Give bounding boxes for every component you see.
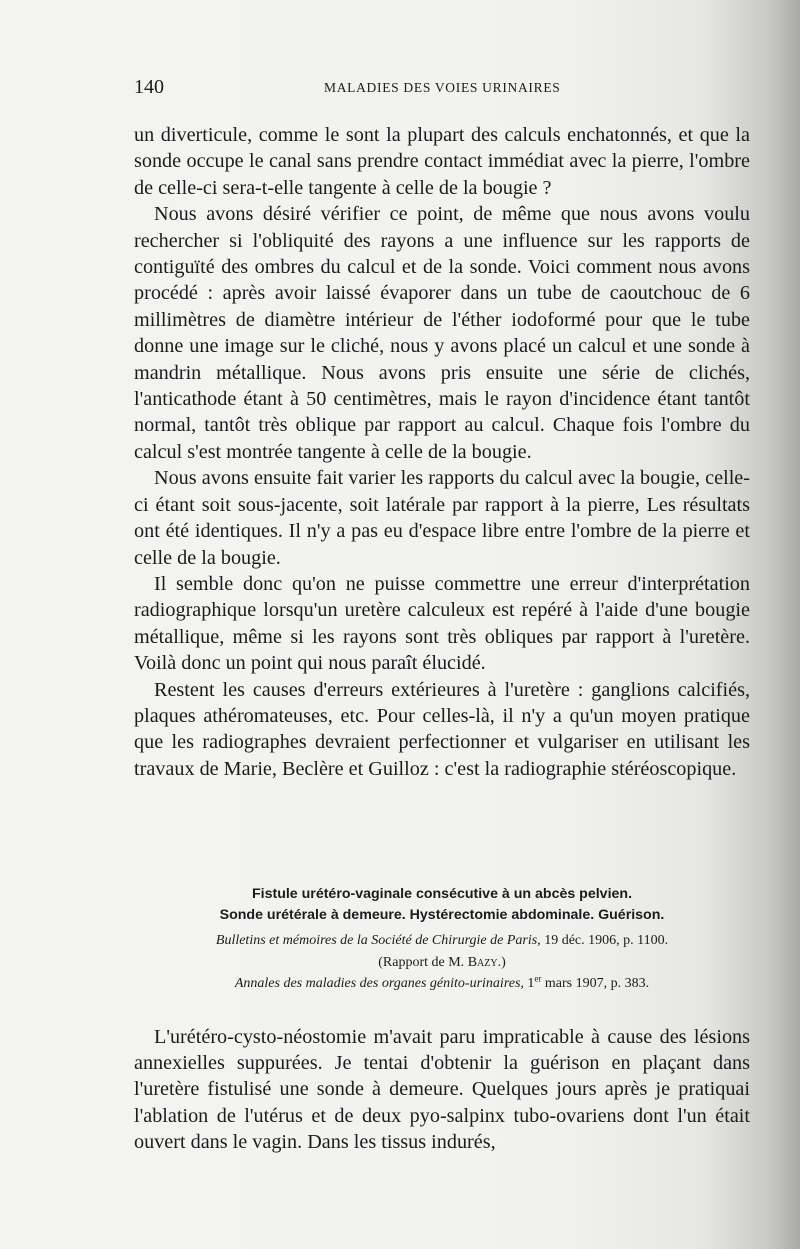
page-number: 140 [134,76,164,98]
paragraph-results: Nous avons ensuite fait varier les rapports du calcul avec la bougie, celle-ci étant soit sous-jacente, soit latérale par rapport à la pierre, Les résultats ont été identiques. Il n'y a pas eu d'espace libre entre l'ombre de la pierre et celle de la bougie. [134,467,750,569]
paragraph-conclusion: Il semble donc qu'on ne puisse commettre une erreur d'interprétation radiographique lorsqu'un uretère calculeux est repéré à l'aide d'une bougie métallique, même si les rayons sont très obliques par rapport à l'uretère. Voilà donc un point qui nous paraît élucidé. [134,572,750,675]
reference-bulletins [134,930,750,952]
paragraph-experiment: Nous avons désiré vérifier ce point, de même que nous avons voulu rechercher si l'obliquité des rayons a une influence sur les rapports de contiguïté des ombres du calcul et de la sonde. Voici comment nous avons procédé : après avoir laissé évaporer dans un tube de caoutchouc de 6 millimètres de diamètre intérieur de l'éther iodoformé pour que le tube donne une image sur le cliché, nous y avons placé un calcul et une sonde à mandrin métallique. Nous avons pris ensuite une série de clichés, l'anticathode étant à 50 centimètres, mais le rayon d'incidence étant tantôt normal, tantôt très oblique par rapport au calcul. Chaque fois l'ombre du calcul s'est montrée tangente à celle de la bougie. [134,203,750,463]
body-text-top [134,122,750,782]
body-text-bottom [134,1024,750,1155]
reference-bulletins-title: Bulletins et mémoires de la Société de Chirurgie de Paris, [215,933,541,948]
reference-annales: Annales des maladies des organes génito-urinaires, 1er mars 1907, p. 383. [234,973,650,991]
paragraph-continued: un diverticule, comme le sont la plupart des calculs enchatonnés, et que la sonde occupe le canal sans prendre contact immédiat avec la pierre, l'ombre de celle-ci sera-t-elle tangente à celle de la bougie ? [134,124,750,199]
page-header [134,76,754,100]
paragraph-case-description: L'urétéro-cysto-néostomie m'avait paru impraticable à cause des lésions annexielles suppurées. Je tentai d'obtenir la guérison en plaçant dans l'uretère fistulisé une sonde à demeure. Quelques jours après je pratiquai l'ablation de l'utérus et de deux pyo-salpinx tubo-ovariens dont l'un était ouvert dans le vagin. Dans les tissus indurés, [134,1026,750,1153]
paragraph-external-causes: Restent les causes d'erreurs extérieures à l'uretère : ganglions calcifiés, plaques athéromateuses, etc. Pour celles-là, il n'y a qu'un moyen pratique que les radiographes devraient perfectionner et vulgariser en utilisant les travaux de Marie, Beclère et Guilloz : c'est la radiographie stéréoscopique. [134,678,750,780]
reference-annales-title: Annales des maladies des organes génito-urinaires, [234,976,524,991]
case-heading-line-2: Sonde urétérale à demeure. Hystérectomie abdominale. Guérison. [219,907,665,923]
running-title: MALADIES DES VOIES URINAIRES [324,80,561,95]
case-heading [134,884,750,926]
case-references [134,930,750,995]
reporter-name: Bazy [467,954,498,970]
reference-bulletins-date: 19 déc. 1906, p. 1100. [540,933,669,948]
case-heading-line-1: Fistule urétéro-vaginale consécutive à un abcès pelvien. [251,886,633,902]
reference-rapport: (Rapport de M. Bazy.) [378,954,506,970]
reference-annales-date: mars 1907, p. 383. [541,976,650,991]
